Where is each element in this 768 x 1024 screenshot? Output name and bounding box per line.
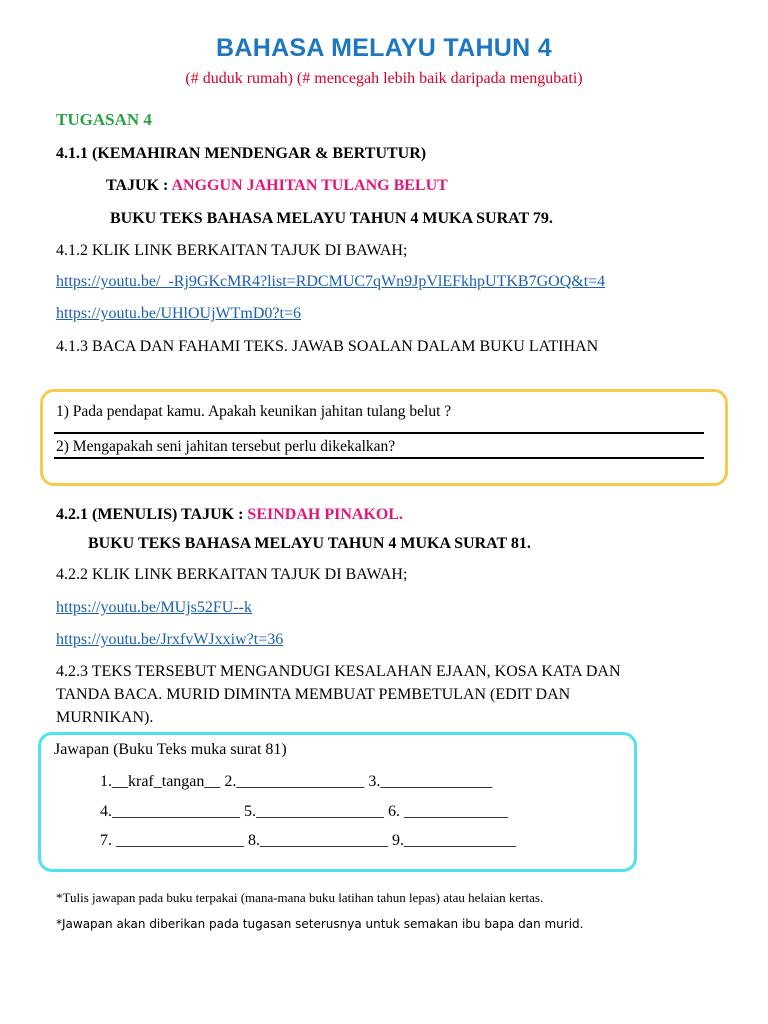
note-2: *Jawapan akan diberikan pada tugasan seterusnya untuk semakan ibu bapa dan murid. (56, 917, 584, 931)
answer-line-1 (54, 432, 704, 434)
answer-line-2 (54, 457, 704, 459)
section1-skill: 4.1.1 (KEMAHIRAN MENDENGAR & BERTUTUR) (56, 145, 427, 162)
section2-link-instruction: 4.2.2 KLIK LINK BERKAITAN TAJUK DI BAWAH; (56, 566, 408, 583)
section2-instruction-line-2: TANDA BACA. MURID DIMINTA MEMBUAT PEMBETULAN (EDIT DAN (56, 686, 571, 703)
answer-heading: Jawapan (Buku Teks muka surat 81) (54, 741, 287, 758)
answer-row-2: 4.________________ 5.________________ 6. _____________ (100, 803, 508, 820)
section1-topic: ANGGUN JAHITAN TULANG BELUT (171, 177, 448, 194)
section1-link-instruction: 4.1.2 KLIK LINK BERKAITAN TAJUK DI BAWAH; (56, 242, 408, 259)
question-1: 1) Pada pendapat kamu. Apakah keunikan jahitan tulang belut ? (56, 403, 452, 420)
section2-topic: SEINDAH PINAKOL. (247, 506, 403, 523)
page-title: BAHASA MELAYU TAHUN 4 (216, 34, 552, 62)
question-2: 2) Mengapakah seni jahitan tersebut perlu dikekalkan? (56, 438, 396, 455)
page-subtitle: (# duduk rumah) (# mencegah lebih baik daripada mengubati) (185, 70, 583, 87)
task-label: TUGASAN 4 (56, 110, 152, 129)
section2-video-link-2[interactable]: https://youtu.be/JrxfvWJxxiw?t=36 (56, 631, 284, 648)
section2-textbook: BUKU TEKS BAHASA MELAYU TAHUN 4 MUKA SURAT 81. (88, 535, 531, 552)
section1-topic-line (106, 177, 448, 195)
note-1: *Tulis jawapan pada buku terpakai (mana-mana buku latihan tahun lepas) atau helaian kertas. (56, 890, 544, 905)
section1-video-link-2[interactable]: https://youtu.be/UHlOUjWTmD0?t=6 (56, 305, 301, 322)
section1-video-link-1[interactable]: https://youtu.be/_-Rj9GKcMR4?list=RDCMUC7qWn9JpVlEFkhpUTKB7GOQ&t=4 (56, 273, 606, 290)
section2-instruction-line-3: MURNIKAN). (56, 709, 154, 726)
answer-row-1: 1.__kraf_tangan__ 2.________________ 3.______________ (100, 773, 493, 790)
section1-textbook: BUKU TEKS BAHASA MELAYU TAHUN 4 MUKA SURAT 79. (110, 210, 553, 227)
section2-skill-prefix: 4.2.1 (MENULIS) TAJUK : (56, 506, 248, 523)
section2-instruction-line-1: 4.2.3 TEKS TERSEBUT MENGANDUGI KESALAHAN EJAAN, KOSA KATA DAN (56, 663, 621, 680)
answer-row-3: 7. ________________ 8.________________ 9.______________ (100, 832, 516, 849)
section1-topic-prefix: TAJUK : (106, 177, 172, 194)
section2-skill-line (56, 506, 403, 524)
section1-read-instruction: 4.1.3 BACA DAN FAHAMI TEKS. JAWAB SOALAN DALAM BUKU LATIHAN (56, 338, 599, 355)
section2-video-link-1[interactable]: https://youtu.be/MUjs52FU--k (56, 599, 253, 616)
